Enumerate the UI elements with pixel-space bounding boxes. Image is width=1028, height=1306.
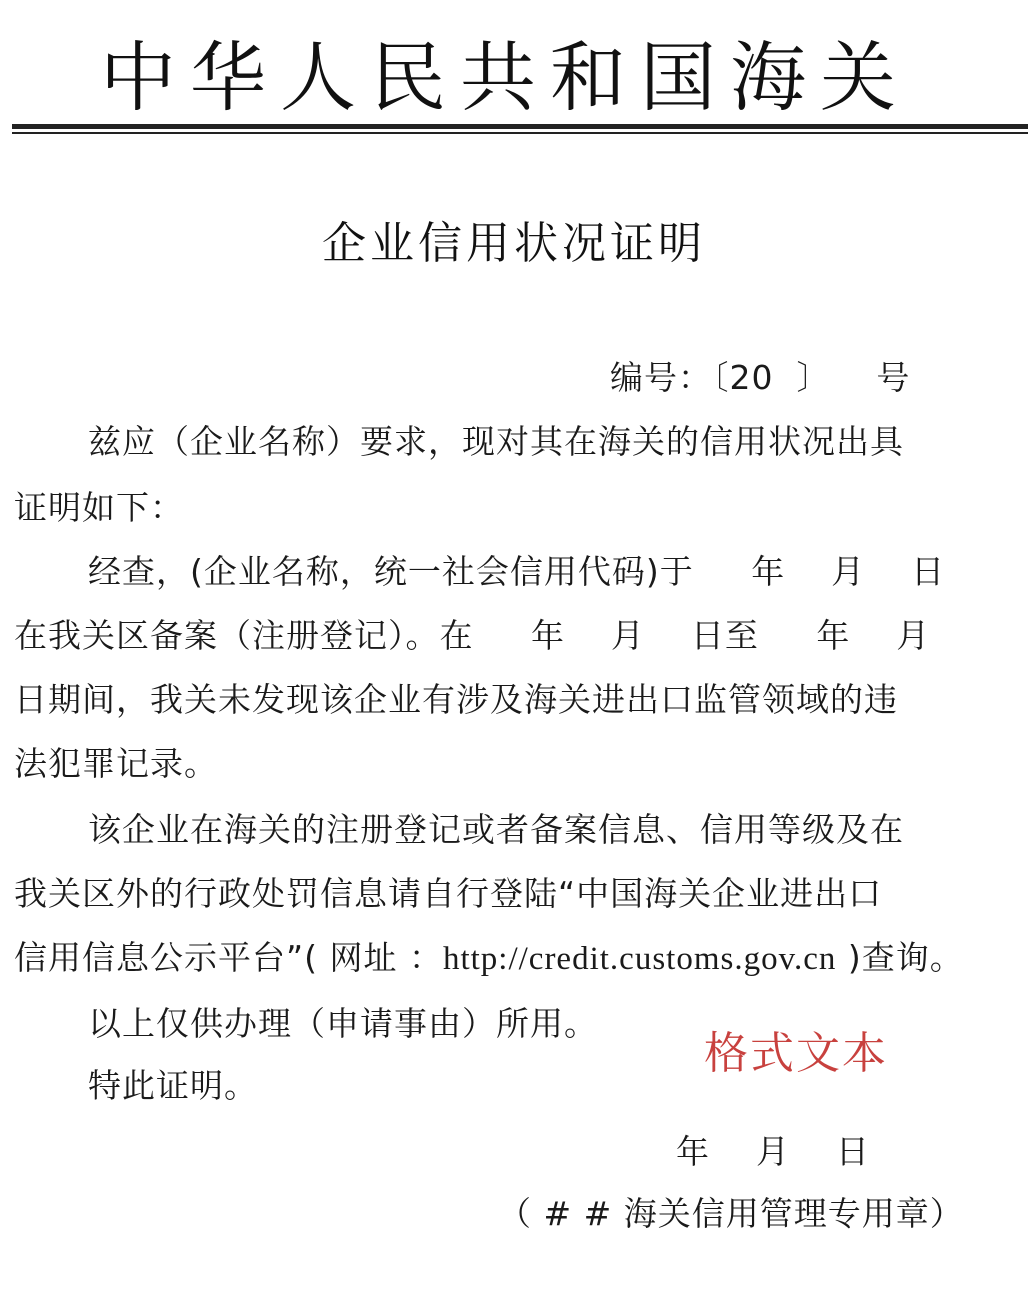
header-org-title: 中华人民共和国海关 (100, 33, 910, 122)
serial-number: 编号：〔20 〕 号 (610, 358, 911, 397)
platform-prefix: 信用信息公示平台”( 网址 ： (14, 938, 443, 977)
body-line-7: 该企业在海关的注册登记或者备案信息、信用等级及在 (88, 810, 904, 849)
header-rule-thick (12, 124, 1028, 129)
header-rule-thin (12, 132, 1028, 134)
seal-line: （ # # 海关信用管理专用章） (498, 1194, 964, 1233)
document-title: 企业信用状况证明 (322, 218, 706, 269)
body-line-4: 在我关区备案（注册登记）。在 年 月 日至 年 月 (14, 616, 931, 655)
body-line-8: 我关区外的行政处罚信息请自行登陆“中国海关企业进出口 (14, 874, 883, 913)
body-line-1: 兹应（企业名称）要求，现对其在海关的信用状况出具 (88, 422, 904, 461)
body-line-10: 以上仅供办理（申请事由）所用。 (88, 1004, 598, 1043)
platform-url: http://credit.customs.gov.cn (442, 941, 837, 977)
format-text-watermark: 格式文本 (704, 1028, 888, 1079)
date-line: 年 月 日 (676, 1132, 870, 1171)
body-line-9 (14, 926, 964, 991)
platform-suffix: )查询。 (836, 938, 964, 977)
body-line-5: 日期间，我关未发现该企业有涉及海关进出口监管领域的违 (14, 680, 898, 719)
body-line-11: 特此证明。 (88, 1066, 258, 1105)
body-line-3: 经查，(企业名称，统一社会信用代码)于 年 月 日 (88, 552, 946, 591)
body-line-6: 法犯罪记录。 (14, 744, 218, 783)
body-line-2: 证明如下： (14, 488, 184, 527)
